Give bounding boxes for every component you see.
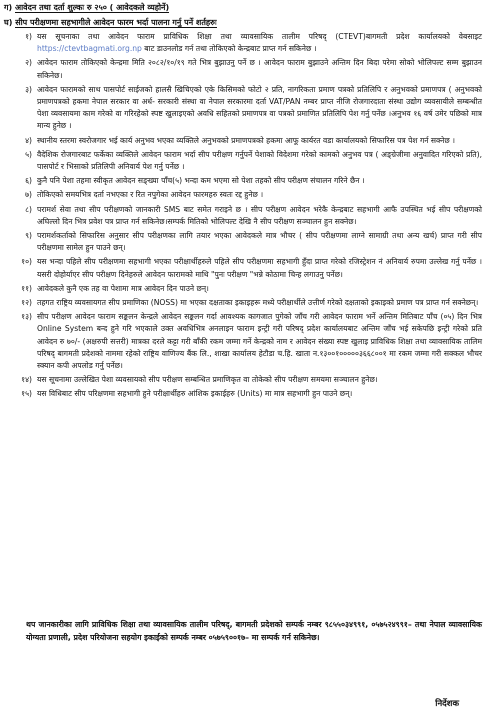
- item-number: ७): [25, 190, 32, 200]
- conditions-list: [4, 31, 482, 403]
- item-number: ८): [25, 204, 32, 214]
- item-text: आवेदन फारामको साथ पासपोर्ट साईजको हालसै खिचिएको एके किसिमको फोटो २ प्रति, नागरिकता प्रमाण पत्रको प्रतिलिपि र अनुभवको प्रमाणपत्र ( अनुभवको प्रमाणपत्रको हकमा नेपाल सरकार वा अर्ध- सरकारी संस्था वा नेपाल सरकारमा दर्ता VAT/PAN नम्बर प्राप्त नीजि रोजगारदाता संस्था उद्योग व्यवसायीले सम्बन्धीत पेशा व्यवसायमा काम गरेको वा गरिरहेको स्पष्ट खुलाइएको अवधि सहितको प्रमाणपत्र वा पत्रको प्रमाणित प्रतिलिपि पेश गर्नु पर्नेछ ।अनुभव १६ वर्ष उमेर पछिको मात्र मान्य हुनेछ ।: [37, 84, 482, 131]
- item-text: यस सूचनामा उल्लेखित पेशा व्यवसायको सीप परीक्षण सम्बन्धित प्रमाणिकृत वा तोकेको सीप परीक्षण समयमा सञ्चालन हुनेछ।: [37, 375, 378, 385]
- item-text: आवेदकले कुनै एक तह वा पेशामा मात्र आवेदन दिन पाउने छन्।: [37, 283, 209, 293]
- contact-note: थप जानकारीका लागि प्राविधिक शिक्षा तथा व्यावसायिक तालीम परिषद्, बागमती प्रदेशको सम्पर्क नम्बर ९८५५०३४९९१, ०५७५२४९९१– तथा नेपाल व्यावसायिक योग्यता प्रणाली, प्रदेश परियोजना सहयोग इकाईको सम्पर्क नम्बर ०५७५९००१७– मा सम्पर्क गर्न सकिनेछ।: [26, 620, 482, 642]
- list-item: [4, 57, 482, 81]
- item-text-before: यस सूचनाका तथा आवेदन फाराम प्राविधिक शिक्षा तथा व्यावसायिक तालीम परिषद् (CTEVT)बागमती प्रदेश कार्यालयको वेबसाइट: [37, 32, 482, 41]
- item-number: २): [25, 58, 32, 68]
- conditions-heading-prefix: घ): [4, 18, 13, 27]
- list-item: [4, 84, 482, 133]
- list-item: [4, 175, 482, 187]
- list-item: [4, 189, 482, 201]
- online-system-label: Online System: [37, 324, 94, 334]
- item-number: ४): [25, 135, 32, 145]
- fee-line: [4, 2, 169, 13]
- list-item: [4, 311, 482, 372]
- item-number: १५): [21, 389, 32, 399]
- item-number: ९): [25, 231, 32, 241]
- list-item: [4, 135, 482, 147]
- item-text: [37, 311, 482, 372]
- list-item: [4, 297, 482, 309]
- fee-line-text: आवेदन तथा दर्ता शुल्कः रु २५० ( आवेदकले व्यहोर्ने): [14, 3, 170, 12]
- item-number: १३): [21, 312, 32, 322]
- list-item: [4, 256, 482, 280]
- item-text: तहगत राष्ट्रिय व्यवसायगत सीप प्रमाणिका (NOSS) मा भएका दक्षताका इकाइहरू मध्ये परीक्षार्थीले उत्तीर्ण गरेको दक्षताको इकाइको प्रमाण पत्र प्राप्त गर्न सक्नेछन्।: [37, 298, 479, 308]
- list-item: [4, 204, 482, 228]
- item-text: परामर्शकर्ताको सिफारिस अनुसार सीप परीक्षणका लागि तयार भएका आवेदकले मात्र भौचर ( सीप परीक्षणमा लाग्ने सामाग्री तथा अन्य खर्च) प्राप्त गरी सीप परीक्षणमा सामेल हुन पाउने छन्।: [37, 231, 482, 253]
- fee-line-prefix: ग): [4, 3, 13, 12]
- item-number: १): [25, 32, 32, 41]
- item-text: आवेदन फाराम तोकिएको केन्द्रमा मिति २०८२/१०/१९ गते भित्र बुझाउनु पर्ने छ । आवेदन फाराम बुझाउने अन्तिम दिन बिदा परेमा सोको भोलिपल्ट सम्म बुझाउन सकिनेछ।: [37, 58, 482, 80]
- item-number: ११): [21, 283, 32, 293]
- item-number: ६): [25, 176, 32, 186]
- list-item: [4, 149, 482, 173]
- item-text-after: बन्द हुने गरि भएकाले उक्त अवधिभित्र अनलाइन फाराम इन्ट्री गरी परिषद् प्रदेश कार्यालयबाट अन्तिम जाँच भई सकेपछि इन्ट्री गरेको प्रति आवेदन रु ७०/- (अक्षरुपी सत्तरी) मात्रका दरले कट्टा गरी बाँकी रकम जम्मा गर्ने केन्द्रको नाम र आवेदन संख्या स्पष्ट खुलाइ प्राविधिक शिक्षा तथा व्यावसायिक तालिम परिषद् बागमती प्रदेशको नाममा रहेको राष्ट्रिय वाणिज्य बैंक लि., शाखा कार्यालय हेटौडा च.हि. खाता न.१३००१०००००३६६८००१ मा रकम जम्मा गरी सक्कल भौचर स्क्यान कपी अपलोड गर्नु पर्नेछ।: [37, 324, 482, 371]
- item-number: १०): [21, 257, 32, 267]
- item-text: परामर्श सेवा तथा सीप परीक्षणको जानकारी SMS बाट समेत गराइने छ । सीप परीक्षण आवेदन भरेकै केन्द्रबाट सहभागी आफै उपस्थित भई सीप परीक्षणको अघिल्लो दिन भित्र प्रवेश पत्र प्राप्त गर्न सकिनेछ।सम्पर्क मितिको भोलिपल्ट देखि नै सीप परीक्षण सञ्चालन हुन सक्नेछ।: [37, 204, 482, 226]
- item-text: स्थानीय स्तरमा स्वरोजगार भई कार्य अनुभव भएका व्यक्तिले अनुभवको प्रमाणपत्रको हकमा आफू कार्यरत वडा कार्यालयको सिफारिस पत्र पेश गर्न सक्नेछ ।: [37, 135, 456, 145]
- conditions-heading-text: सीप परीक्षणमा सहभागीले आवेदन फारम भर्दा पालना गर्नु पर्ने शर्तहरुः: [15, 18, 217, 27]
- list-item: [4, 230, 482, 254]
- list-item: [4, 374, 482, 386]
- item-text: तोकिएको समयभित्र दर्ता नभएका र रित नपुगेका आवेदन फारमहरु स्वतः रद्द हुनेछ ।: [37, 190, 264, 200]
- list-item: [4, 283, 482, 295]
- item-text: यस विधिबाट सीप परिक्षणमा सहभागी हुने परीक्षार्थीहरु आंशिक इकाईहरु (Units) मा मात्र सहभागी हुन पाउने छन्।: [37, 389, 353, 399]
- list-item: [4, 388, 482, 400]
- website-link[interactable]: https://ctevtbagmati.org.np: [37, 44, 142, 54]
- item-number: ३): [25, 84, 32, 94]
- item-text: वैदेशिक रोजगारबाट फर्केका व्यक्तिले आवेदन फाराम भर्दा सीप परीक्षण गर्नुपर्ने पेशाको विदेशमा गरेको कामको अनुभव पत्र ( अङ्ग्रेजीमा अनुवादित गरिएको प्रति), पासपोर्ट र भिसाको प्रतिलिपी अनिवार्य पेश गर्नु पर्नेछ ।: [37, 149, 482, 172]
- item-number: १२): [21, 298, 32, 308]
- item-number: १४): [21, 375, 32, 385]
- conditions-heading: [4, 17, 217, 28]
- item-text: [37, 31, 482, 55]
- item-text-before: सीप परीक्षण आवेदन फाराम सङ्कलन केन्द्रले आवेदन सङ्कलन गर्दा आवश्यक कागजात पुगेको जाँच गरी आवेदन फाराम भर्ने अन्तिम मितिबाट पाँच (०५) दिन भित्र: [37, 312, 482, 322]
- item-text-after: बाट डाउनलोड गर्न तथा तोकिएको केन्द्रबाट प्राप्त गर्न सकिनेछ ।: [144, 44, 317, 54]
- list-item: [4, 31, 482, 55]
- signatory-title: निर्देशक: [435, 699, 459, 709]
- item-text: कुनै पनि पेशा तहमा स्वीकृत आवेदन सङ्ख्या पाँच(५) भन्दा कम भएमा सो पेशा तहको सीप परीक्षण संचालन गरिने छैन ।: [37, 176, 365, 186]
- item-text: यस भन्दा पहिले सीप परीक्षणमा सहभागी भएका परीक्षार्थीहरुले पहिले सीप परीक्षणमा सहभागी हुँदा प्राप्त गरेको रजिस्ट्रेशन नं अनिवार्य रुपमा उल्लेख गर्नु पर्नेछ । यसरी दोहोर्याएर सीप परीक्षण दिनेहरुले आवेदन फारामको माथि "पुनः परीक्षण "भन्ने कोठामा चिन्ह लगाउनु पर्नेछ।: [37, 257, 482, 279]
- item-number: ५): [25, 149, 32, 159]
